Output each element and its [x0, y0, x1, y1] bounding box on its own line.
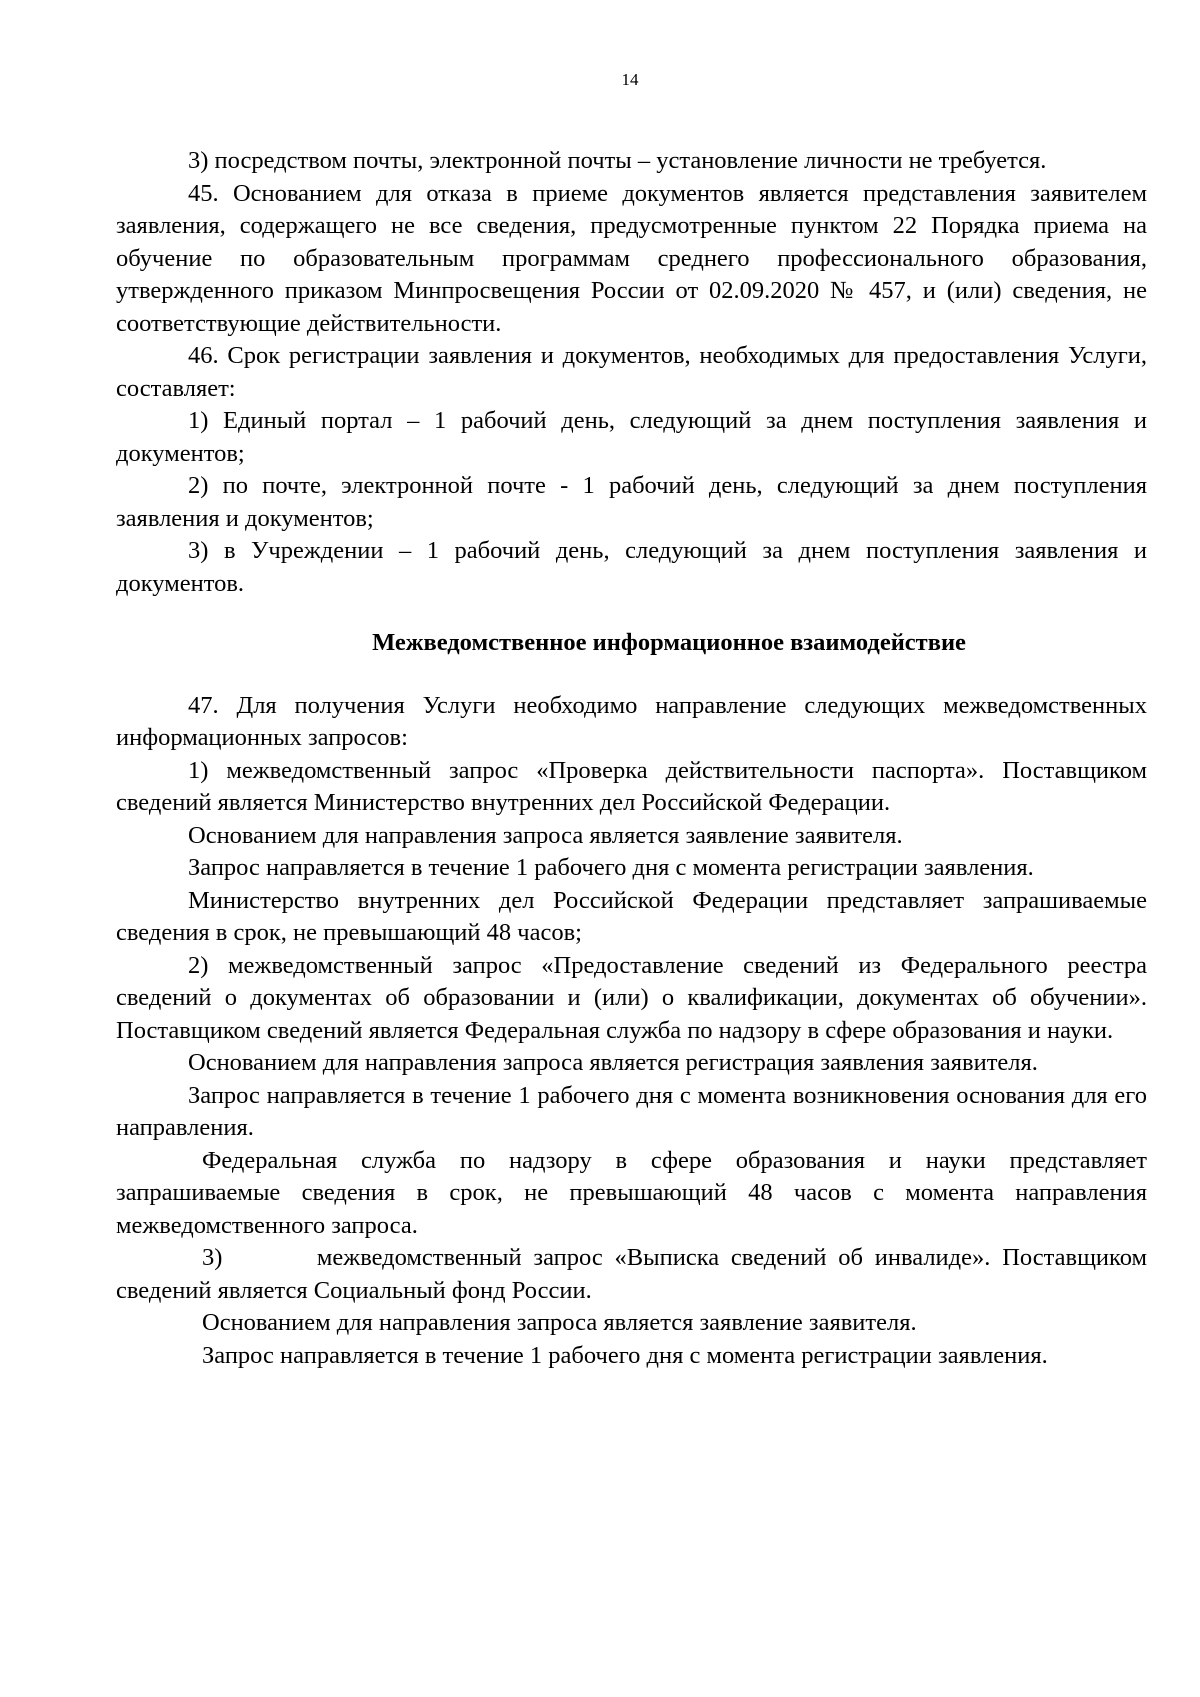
section-heading: Межведомственное информационное взаимодействие	[372, 629, 966, 656]
paragraph-rosobrnadzor-response: Федеральная служба по надзору в сфере образования и науки представляет запрашиваемые сведения в срок, не превышающий 48 часов с момента направления межведомственного запроса.	[116, 1146, 1147, 1239]
paragraph-item-3-mail: 3) посредством почты, электронной почты – установление личности не требуется.	[188, 147, 1047, 174]
paragraph-46-item-1: 1) Единый портал – 1 рабочий день, следующий за днем поступления заявления и документов;	[116, 407, 1147, 467]
paragraph-47-item-2: 2) межведомственный запрос «Предоставление сведений из Федерального реестра сведений о документах об образовании и (или) о квалификации, документах об обучении». Поставщиком сведений является Федеральная служба по надзору в сфере образования и науки.	[116, 951, 1147, 1044]
paragraph-46-item-3: 3) в Учреждении – 1 рабочий день, следующий за днем поступления заявления и документов.	[116, 537, 1147, 597]
page-number: 14	[621, 70, 639, 89]
paragraph-basis-1: Основанием для направления запроса является заявление заявителя.	[188, 821, 903, 849]
paragraph-46-item-2: 2) по почте, электронной почте - 1 рабочий день, следующий за днем поступления заявления и документов;	[116, 472, 1147, 532]
paragraph-request-timing-2: Запрос направляется в течение 1 рабочего дня с момента возникновения основания для его направления.	[116, 1081, 1147, 1141]
paragraph-basis-3: Основанием для направления запроса является заявление заявителя.	[202, 1309, 917, 1336]
paragraph-45: 45. Основанием для отказа в приеме документов является представления заявителем заявления, содержащего не все сведения, предусмотренные пунктом 22 Порядка приема на обучение по образовательным программам среднего профессионального образования, утвержденного приказом Минпросвещения России от 02.09.2020 № 457, и (или) сведения, не соответствующие действительности.	[116, 179, 1147, 337]
paragraph-mvd-response: Министерство внутренних дел Российской Федерации представляет запрашиваемые сведения в срок, не превышающий 48 часов;	[116, 886, 1147, 946]
document-body	[116, 145, 1154, 1372]
paragraph-47-item-1: 1) межведомственный запрос «Проверка действительности паспорта». Поставщиком сведений является Министерство внутренних дел Российской Федерации.	[116, 756, 1147, 816]
paragraph-request-timing-3: Запрос направляется в течение 1 рабочего дня с момента регистрации заявления.	[202, 1341, 1048, 1369]
paragraph-request-timing-1: Запрос направляется в течение 1 рабочего дня с момента регистрации заявления.	[188, 854, 1034, 881]
paragraph-47: 47. Для получения Услуги необходимо направление следующих межведомственных информационных запросов:	[116, 691, 1147, 751]
paragraph-47-item-3: 3) межведомственный запрос «Выписка сведений об инвалиде». Поставщиком сведений является Социальный фонд России.	[116, 1244, 1154, 1304]
paragraph-46: 46. Срок регистрации заявления и документов, необходимых для предоставления Услуги, составляет:	[116, 342, 1147, 402]
paragraph-basis-2: Основанием для направления запроса является регистрация заявления заявителя.	[188, 1049, 1038, 1076]
